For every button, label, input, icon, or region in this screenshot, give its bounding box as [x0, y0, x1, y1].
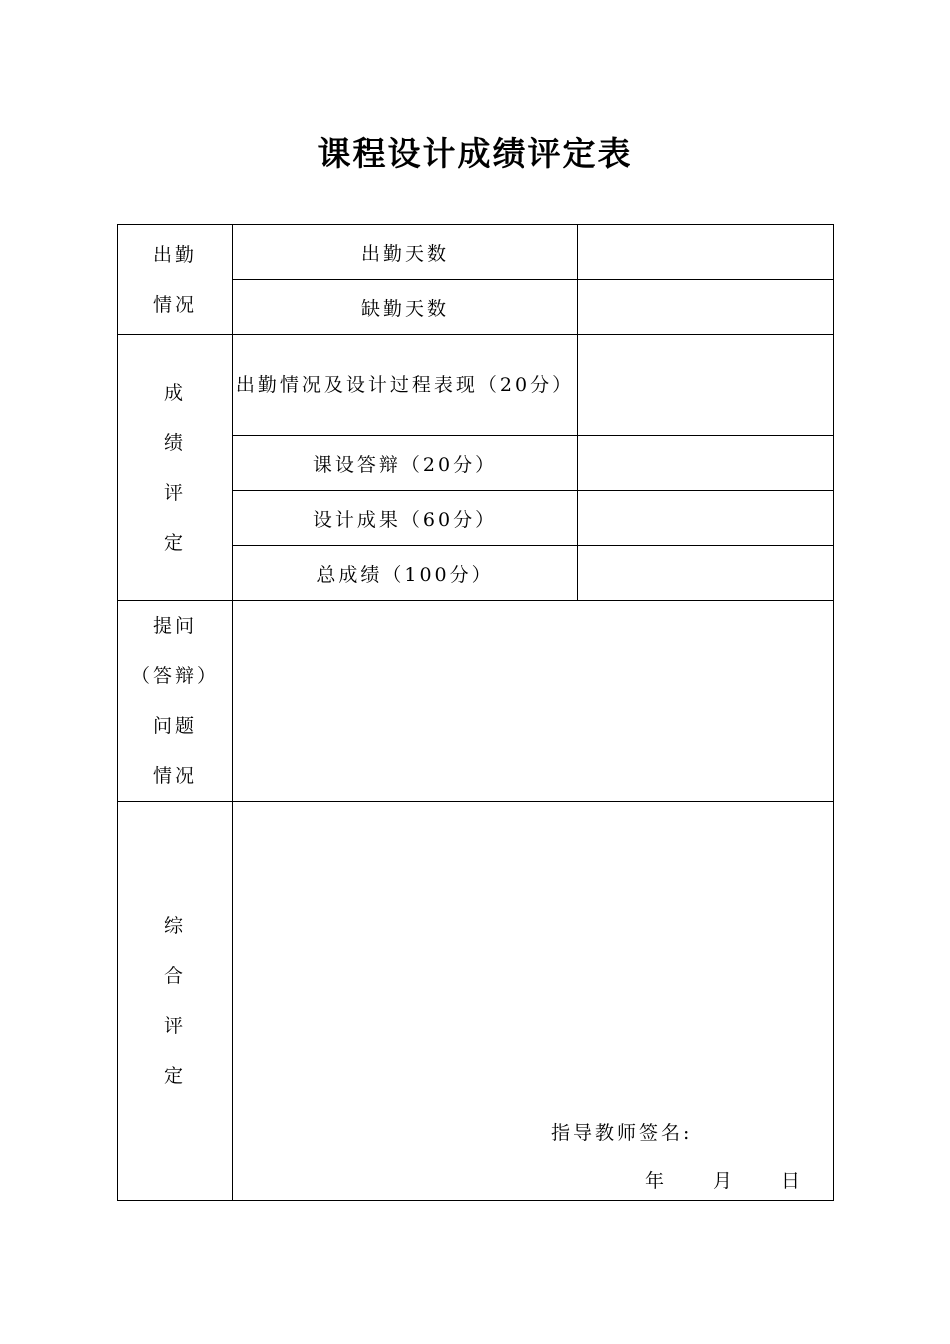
absence-days-label: 缺勤天数: [233, 280, 578, 335]
defense-label: 课设答辩（20分）: [233, 436, 578, 491]
summary-content-field[interactable]: [233, 802, 834, 1201]
questions-category-line-3: 问题: [152, 715, 197, 737]
process-performance-label: 出勤情况及设计过程表现（20分）: [233, 335, 578, 436]
process-performance-score-field[interactable]: [578, 335, 834, 436]
date-month-label: 月: [713, 1170, 736, 1192]
teacher-signature-label: 指导教师签名:: [551, 1122, 693, 1144]
defense-score-field[interactable]: [578, 436, 834, 491]
total-score-label: 总成绩（100分）: [233, 546, 578, 601]
design-result-score-field[interactable]: [578, 491, 834, 546]
table-row: [118, 802, 834, 1201]
grading-category-cell: [118, 335, 233, 601]
questions-category-cell: [118, 601, 233, 802]
attendance-category-line-2: 情况: [152, 293, 197, 316]
summary-category-cell: [118, 802, 233, 1201]
table-row: [118, 225, 834, 280]
grading-category-char-1: 成: [163, 381, 186, 404]
summary-category-char-2: 合: [163, 965, 186, 987]
grade-evaluation-table: [117, 224, 834, 1201]
attendance-days-field[interactable]: [578, 225, 834, 280]
summary-category-char-1: 综: [163, 915, 186, 937]
questions-category-line-2: （答辩）: [130, 665, 219, 687]
absence-days-field[interactable]: [578, 280, 834, 335]
grading-category-char-3: 评: [163, 481, 186, 504]
table-row: [118, 335, 834, 436]
design-result-label: 设计成果（60分）: [233, 491, 578, 546]
date-year-label: 年: [645, 1170, 668, 1192]
attendance-days-label: 出勤天数: [233, 225, 578, 280]
summary-category-char-3: 评: [163, 1015, 186, 1037]
grading-category-char-4: 定: [163, 531, 186, 554]
grading-category-char-2: 绩: [163, 431, 186, 454]
questions-category-line-4: 情况: [152, 765, 197, 787]
attendance-category-cell: [118, 225, 233, 335]
questions-content-field[interactable]: [233, 601, 834, 802]
summary-category-char-4: 定: [163, 1065, 186, 1087]
total-score-field[interactable]: [578, 546, 834, 601]
attendance-category-line-1: 出勤: [152, 243, 197, 266]
signature-date: [645, 1166, 803, 1193]
questions-category-line-1: 提问: [152, 615, 197, 637]
page-title: 课程设计成绩评定表: [317, 134, 633, 173]
date-day-label: 日: [781, 1170, 804, 1192]
table-row: [118, 601, 834, 802]
